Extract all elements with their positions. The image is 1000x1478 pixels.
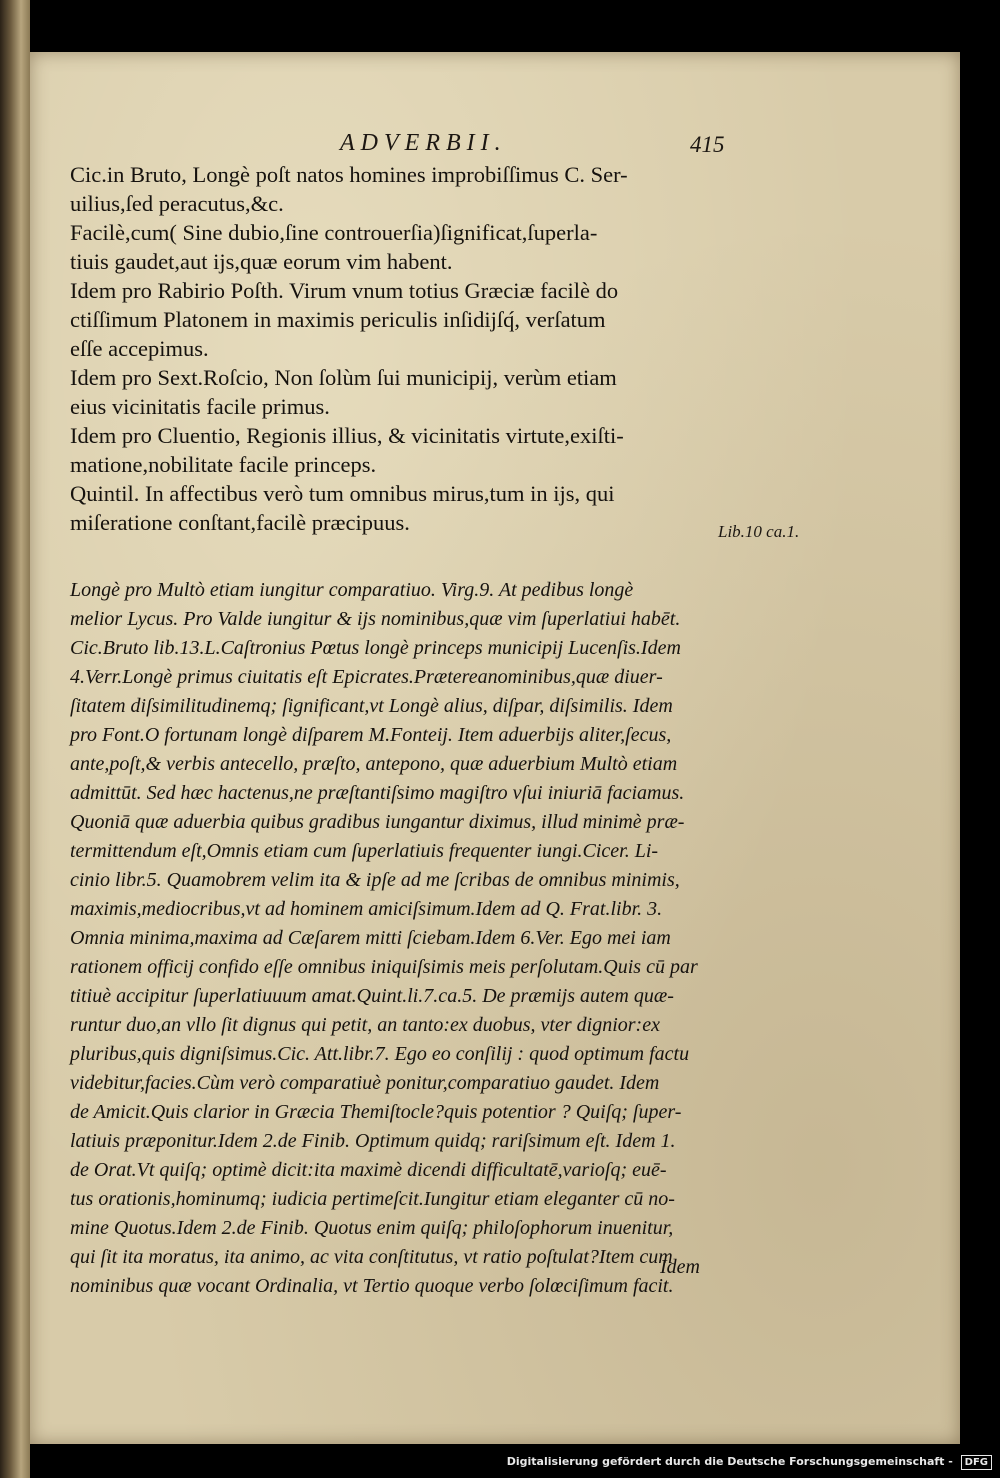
catchword: Idem: [660, 1256, 700, 1278]
roman-text-block: [70, 160, 628, 537]
footer: [0, 1452, 1000, 1478]
text-line: mine Quotus.Idem 2.de Finib. Quotus enim quiſq; philoſophorum inuenitur,: [70, 1217, 674, 1239]
text-line: tus orationis,hominumq; iudicia pertimeſcit.Iungitur etiam eleganter cū no-: [70, 1188, 675, 1210]
text-line: runtur duo,an vllo ſit dignus qui petit, an tanto:ex duobus, vter dignior:ex: [70, 1014, 660, 1036]
funding-notice: Digitalisierung gefördert durch die Deutsche Forschungsgemeinschaft -: [506, 1455, 953, 1468]
text-line: Idem pro Rabirio Poſth. Virum vnum totius Græciæ facilè do: [70, 278, 619, 303]
text-line: Cic.in Bruto, Longè poſt natos homines improbiſſimus C. Ser-: [70, 162, 628, 187]
text-line: Idem pro Cluentio, Regionis illius, & vicinitatis virtute,exiſti-: [70, 423, 624, 448]
text-line: miſeratione conſtant,facilè præcipuus.: [70, 510, 410, 535]
text-line: pro Font.O fortunam longè diſparem M.Fonteij. Item aduerbijs aliter,ſecus,: [70, 724, 672, 746]
text-line: 4.Verr.Longè primus ciuitatis eſt Epicrates.Prætereanominibus,quæ diuer-: [70, 666, 663, 688]
running-head: ADVERBII.: [340, 130, 507, 156]
text-line: ctiſſimum Platonem in maximis periculis inſidijſq́, verſatum: [70, 307, 606, 332]
text-line: eius vicinitatis facile primus.: [70, 394, 330, 419]
text-line: latiuis præponitur.Idem 2.de Finib. Optimum quidq; rariſsimum eſt. Idem 1.: [70, 1130, 676, 1152]
text-line: Longè pro Multò etiam iungitur comparatiuo. Virg.9. At pedibus longè: [70, 579, 634, 601]
text-line: admittūt. Sed hæc hactenus,ne præſtantiſsimo magiſtro vſui iniuriā faciamus.: [70, 782, 685, 804]
text-line: Quoniā quæ aduerbia quibus gradibus iungantur diximus, illud minimè præ-: [70, 811, 685, 833]
text-line: videbitur,facies.Cùm verò comparatiuè ponitur,comparatiuo gaudet. Idem: [70, 1072, 660, 1094]
text-line: maximis,mediocribus,vt ad hominem amiciſsimum.Idem ad Q. Frat.libr. 3.: [70, 898, 663, 920]
text-line: pluribus,quis digniſsimus.Cic. Att.libr.7. Ego eo conſilij : quod optimum factu: [70, 1043, 690, 1065]
text-line: Omnia minima,maxima ad Cæſarem mitti ſciebam.Idem 6.Ver. Ego mei iam: [70, 927, 671, 949]
margin-note: Lib.10 ca.1.: [718, 522, 800, 541]
book-page: [30, 52, 960, 1444]
text-line: tiuis gaudet,aut ijs,quæ eorum vim habent.: [70, 249, 453, 274]
page-number: 415: [690, 132, 725, 157]
book-spine: [0, 0, 30, 1478]
text-line: termittendum eſt,Omnis etiam cum ſuperlatiuis frequenter iungi.Cicer. Li-: [70, 840, 659, 862]
italic-text-block: [70, 576, 698, 1301]
text-line: Quintil. In affectibus verò tum omnibus mirus,tum in ijs, qui: [70, 481, 615, 506]
text-line: melior Lycus. Pro Valde iungitur & ijs nominibus,quæ vim ſuperlatiui habēt.: [70, 608, 681, 630]
text-line: cinio libr.5. Quamobrem velim ita & ipſe ad me ſcribas de omnibus minimis,: [70, 869, 680, 891]
text-line: ante,poſt,& verbis antecello, præſto, antepono, quæ aduerbium Multò etiam: [70, 753, 678, 775]
text-line: eſſe accepimus.: [70, 336, 209, 361]
text-line: Facilè,cum( Sine dubio,ſine controuerſia)ſignificat,ſuperla-: [70, 220, 598, 245]
text-line: nominibus quæ vocant Ordinalia, vt Tertio quoque verbo ſolœciſimum facit.: [70, 1275, 674, 1297]
text-line: qui ſit ita moratus, ita animo, ac vita conſtitutus, vt ratio poſtulat?Item cum: [70, 1246, 673, 1268]
text-line: rationem officij confido eſſe omnibus iniquiſsimis meis perſolutam.Quis cū par: [70, 956, 698, 978]
text-line: ſitatem diſsimilitudinemq; ſignificant,vt Longè alius, diſpar, diſsimilis. Idem: [70, 695, 673, 717]
text-line: uilius,ſed peracutus,&c.: [70, 191, 284, 216]
text-line: matione,nobilitate facile princeps.: [70, 452, 377, 477]
dfg-logo: DFG: [961, 1455, 992, 1470]
text-line: Idem pro Sext.Roſcio, Non ſolùm ſui municipij, verùm etiam: [70, 365, 617, 390]
text-line: de Orat.Vt quiſq; optimè dicit:ita maximè dicendi difficultatē,varioſq; euē-: [70, 1159, 667, 1181]
text-line: Cic.Bruto lib.13.L.Caſtronius Pœtus longè princeps municipij Lucenſis.Idem: [70, 637, 681, 659]
text-line: de Amicit.Quis clarior in Græcia Themiſtocle?quis potentior ? Quiſq; ſuper-: [70, 1101, 682, 1123]
text-line: titiuè accipitur ſuperlatiuuum amat.Quint.li.7.ca.5. De præmijs autem quæ-: [70, 985, 674, 1007]
